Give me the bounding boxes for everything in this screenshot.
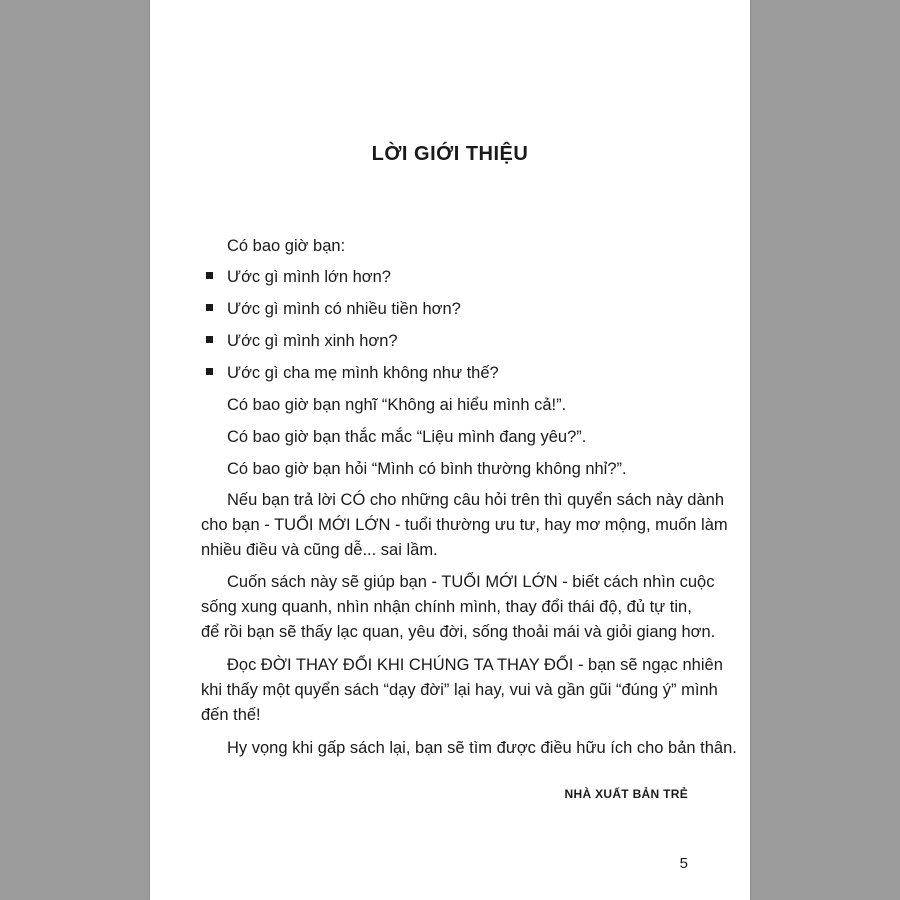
paragraph-line: sống xung quanh, nhìn nhận chính mình, thay đổi thái độ, đủ tự tin, — [201, 598, 692, 616]
page-number: 5 — [679, 855, 688, 872]
bullet-item — [206, 267, 391, 287]
question-line: Có bao giờ bạn hỏi “Mình có bình thường không nhỉ?”. — [227, 460, 627, 478]
paragraph-line: Cuốn sách này sẽ giúp bạn - TUỔI MỚI LỚN - biết cách nhìn cuộc — [227, 573, 715, 591]
page-title: LỜI GIỚI THIỆU — [371, 143, 529, 165]
publisher-signature: NHÀ XUẤT BẢN TRẺ — [564, 787, 688, 801]
paragraph-line: cho bạn - TUỔI MỚI LỚN - tuổi thường ưu tư, hay mơ mộng, muốn làm — [201, 516, 728, 534]
paragraph-line: đến thế! — [201, 706, 261, 724]
bullet-text: Ước gì cha mẹ mình không như thế? — [227, 364, 499, 382]
paragraph-line: Đọc ĐỜI THAY ĐỔI KHI CHÚNG TA THAY ĐỔI - bạn sẽ ngạc nhiên — [227, 656, 723, 674]
bullet-square-icon — [206, 368, 213, 375]
paragraph-line: khi thấy một quyển sách “dạy đời” lại hay, vui và gần gũi “đúng ý” mình — [201, 681, 718, 699]
paragraph-line: để rồi bạn sẽ thấy lạc quan, yêu đời, sống thoải mái và giỏi giang hơn. — [201, 623, 716, 641]
intro-line: Có bao giờ bạn: — [227, 237, 346, 255]
bullet-square-icon — [206, 272, 213, 279]
question-line: Có bao giờ bạn nghĩ “Không ai hiểu mình cả!”. — [227, 396, 567, 414]
bullet-square-icon — [206, 304, 213, 311]
bullet-text: Ước gì mình xinh hơn? — [227, 332, 398, 350]
paragraph-line: Nếu bạn trả lời CÓ cho những câu hỏi trên thì quyển sách này dành — [227, 491, 725, 509]
paragraph-line: nhiều điều và cũng dễ... sai lầm. — [201, 541, 438, 559]
bullet-item — [206, 363, 499, 383]
paragraph-line: Hy vọng khi gấp sách lại, bạn sẽ tìm được điều hữu ích cho bản thân. — [227, 739, 737, 757]
bullet-text: Ước gì mình lớn hơn? — [227, 268, 391, 286]
bullet-text: Ước gì mình có nhiều tiền hơn? — [227, 300, 461, 318]
book-page — [150, 0, 750, 900]
bullet-item — [206, 299, 461, 319]
bullet-square-icon — [206, 336, 213, 343]
question-line: Có bao giờ bạn thắc mắc “Liệu mình đang yêu?”. — [227, 428, 587, 446]
bullet-item — [206, 331, 398, 351]
